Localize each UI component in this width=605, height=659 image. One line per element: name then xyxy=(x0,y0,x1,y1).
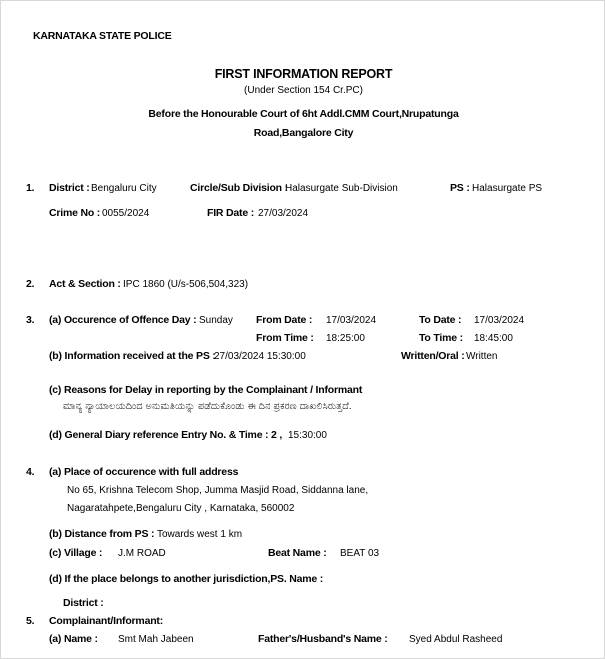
fir-date-value: 27/03/2024 xyxy=(258,208,309,219)
act-section-value: IPC 1860 (U/s-506,504,323) xyxy=(123,279,249,290)
section-number-2: 2. xyxy=(26,278,35,290)
father-husband-label: Father's/Husband's Name : xyxy=(258,633,388,645)
ps-label: PS : xyxy=(450,182,470,194)
delay-reason-label: (c) Reasons for Delay in reporting by the Complainant / Informant xyxy=(49,384,363,396)
document-subtitle: (Under Section 154 Cr.PC) xyxy=(244,85,363,96)
section-number-5: 5. xyxy=(26,615,35,627)
written-oral-label: Written/Oral : xyxy=(401,350,465,362)
address-line-1: No 65, Krishna Telecom Shop, Jumma Masjid Road, Siddanna lane, xyxy=(67,485,369,496)
from-time-label: From Time : xyxy=(256,332,314,344)
complainant-name-value: Smt Mah Jabeen xyxy=(118,634,194,645)
distance-label: (b) Distance from PS : xyxy=(49,528,155,540)
fir-date-label: FIR Date : xyxy=(207,207,255,219)
complainant-label: Complainant/Informant: xyxy=(49,615,164,627)
written-oral-value: Written xyxy=(466,351,498,362)
village-label: (c) Village : xyxy=(49,547,103,559)
general-diary-label: (d) General Diary reference Entry No. & Time : 2 , xyxy=(49,429,283,441)
jurisdiction-district-label: District : xyxy=(63,597,104,609)
section-number-3: 3. xyxy=(26,314,35,326)
village-value: J.M ROAD xyxy=(118,548,166,559)
from-time-value: 18:25:00 xyxy=(326,333,365,344)
to-time-value: 18:45:00 xyxy=(474,333,513,344)
beat-name-label: Beat Name : xyxy=(268,547,327,559)
occurrence-day-label: (a) Occurence of Offence Day : xyxy=(49,314,197,326)
complainant-name-label: (a) Name : xyxy=(49,633,98,645)
to-date-label: To Date : xyxy=(419,314,462,326)
section-number-1: 1. xyxy=(26,182,35,194)
info-received-value: 27/03/2024 15:30:00 xyxy=(214,351,306,362)
court-line-1: Before the Honourable Court of 6ht Addl.CMM Court,Nrupatunga xyxy=(148,108,459,120)
to-time-label: To Time : xyxy=(419,332,463,344)
info-received-label: (b) Information received at the PS : xyxy=(49,350,216,362)
from-date-label: From Date : xyxy=(256,314,313,326)
ps-value: Halasurgate PS xyxy=(472,183,543,194)
address-line-2: Nagaratahpete,Bengaluru City , Karnataka, 560002 xyxy=(67,503,295,514)
general-diary-time: 15:30:00 xyxy=(288,430,327,441)
place-of-occurrence-label: (a) Place of occurence with full address xyxy=(49,466,239,478)
occurrence-day-value: Sunday xyxy=(199,315,233,326)
org-name: KARNATAKA STATE POLICE xyxy=(33,30,172,42)
from-date-value: 17/03/2024 xyxy=(326,315,377,326)
circle-label: Circle/Sub Division : xyxy=(190,182,288,194)
crime-no-value: 0055/2024 xyxy=(102,208,150,219)
section-number-4: 4. xyxy=(26,466,35,478)
distance-value: Towards west 1 km xyxy=(157,529,243,540)
act-section-label: Act & Section : xyxy=(49,278,121,290)
jurisdiction-label: (d) If the place belongs to another jurisdiction,PS. Name : xyxy=(49,573,324,585)
beat-name-value: BEAT 03 xyxy=(340,548,380,559)
district-value: Bengaluru City xyxy=(91,183,157,194)
father-husband-value: Syed Abdul Rasheed xyxy=(409,634,503,645)
delay-reason-value: ಮಾನ್ಯ ನ್ಯಾಯಾಲಯದಿಂದ ಅನುಮತಿಯನ್ನು ಪಡೆದುಕೊಂಡು ಈ ದಿನ ಪ್ರಕರಣ ದಾಖಲಿಸಿರುತ್ತದೆ. xyxy=(63,401,352,412)
circle-value: Halasurgate Sub-Division xyxy=(285,183,398,194)
document-title: FIRST INFORMATION REPORT xyxy=(214,67,393,81)
crime-no-label: Crime No : xyxy=(49,207,101,219)
to-date-value: 17/03/2024 xyxy=(474,315,525,326)
court-line-2: Road,Bangalore City xyxy=(253,127,354,139)
district-label: District : xyxy=(49,182,90,194)
